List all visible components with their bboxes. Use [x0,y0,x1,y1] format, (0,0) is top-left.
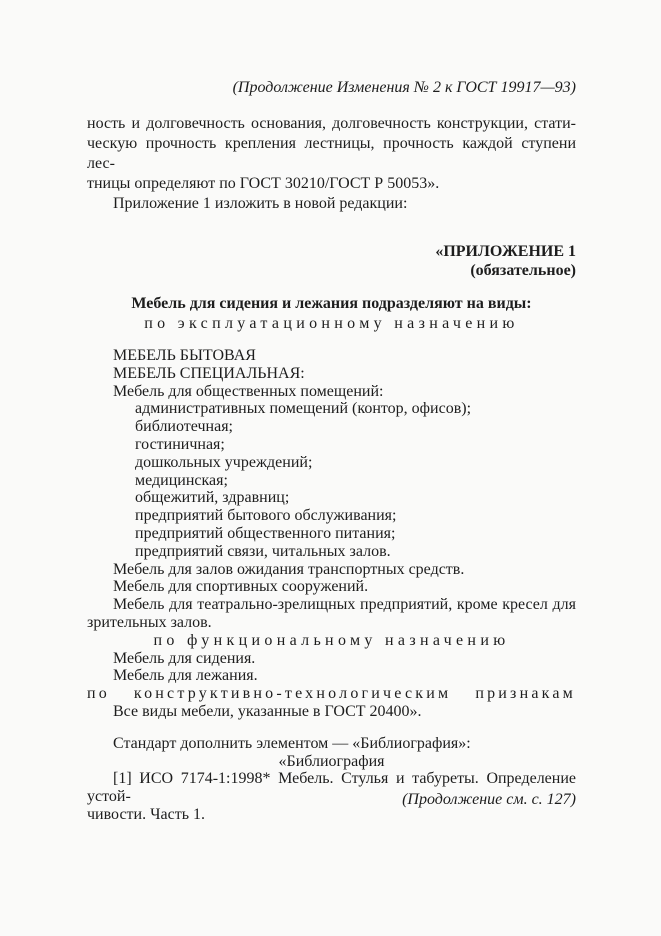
list-item: Все виды мебели, указанные в ГОСТ 20400». [113,702,422,720]
intro-line: тницы определяют по ГОСТ 30210/ГОСТ Р 50053». [87,175,440,192]
bibliography-entry: [1] ИСО 7174-1:1998* Мебель. Стулья и табуреты. Определение устой- [87,770,576,806]
appendix-block [87,242,576,280]
list-item: Мебель для залов ожидания транспортных средств. [113,560,465,578]
appendix-title: «ПРИЛОЖЕНИЕ 1 [435,243,576,260]
list-item: МЕБЕЛЬ СПЕЦИАЛЬНАЯ: [113,364,305,382]
bibliography-heading: «Библиография [278,752,385,770]
list-subitem: предприятий бытового обслуживания; [135,507,397,525]
section-heading: Мебель для сидения и лежания подразделяют на виды: [131,295,532,312]
list-item-continuation: зрительных залов. [87,613,212,631]
list-subitem: медицинская; [135,471,228,489]
intro-line: ческую прочность крепления лестницы, прочность каждой ступени лес- [87,135,576,172]
list-item: Мебель для спортивных сооружений. [113,578,369,596]
list-item: МЕБЕЛЬ БЫТОВАЯ [113,347,256,364]
intro-line: Приложение 1 изложить в новой редакции: [113,195,408,212]
list-subitem: гостиничная; [135,435,225,453]
list-item: Мебель для лежания. [113,667,258,685]
classification-operational-heading: по эксплуатационному назначению [144,315,519,332]
bibliography-entry-continuation: чивости. Часть 1. [87,805,205,823]
appendix-subtitle: (обязательное) [470,262,576,279]
classification-constructive-heading: по конструктивно-технологическим признакам [87,685,576,703]
classification-list [87,347,576,721]
list-item: Мебель для сидения. [113,649,256,667]
bibliography-intro: Стандарт дополнить элементом — «Библиография»: [113,734,471,752]
list-item: Мебель для театрально-зрелищных предприятий, кроме кресел для [113,596,576,614]
intro-line: ность и долговечность основания, долговечность конструкции, стати- [87,115,576,132]
list-subitem: общежитий, здравниц; [135,489,290,507]
header-note: (Продолжение Изменения № 2 к ГОСТ 19917—93) [232,79,576,96]
classification-functional-heading: по функциональному назначению [153,631,510,649]
list-subitem: административных помещений (контор, офисов); [135,400,472,418]
list-subitem: предприятий связи, читальных залов. [135,542,391,560]
list-item: Мебель для общественных помещений: [113,382,384,400]
bibliography-section [87,735,576,824]
intro-paragraph [87,114,576,214]
list-subitem: библиотечная; [135,418,233,436]
footer-note: (Продолжение см. с. 127) [402,791,576,808]
list-subitem: дошкольных учреждений; [135,453,313,471]
list-subitem: предприятий общественного питания; [135,524,396,542]
